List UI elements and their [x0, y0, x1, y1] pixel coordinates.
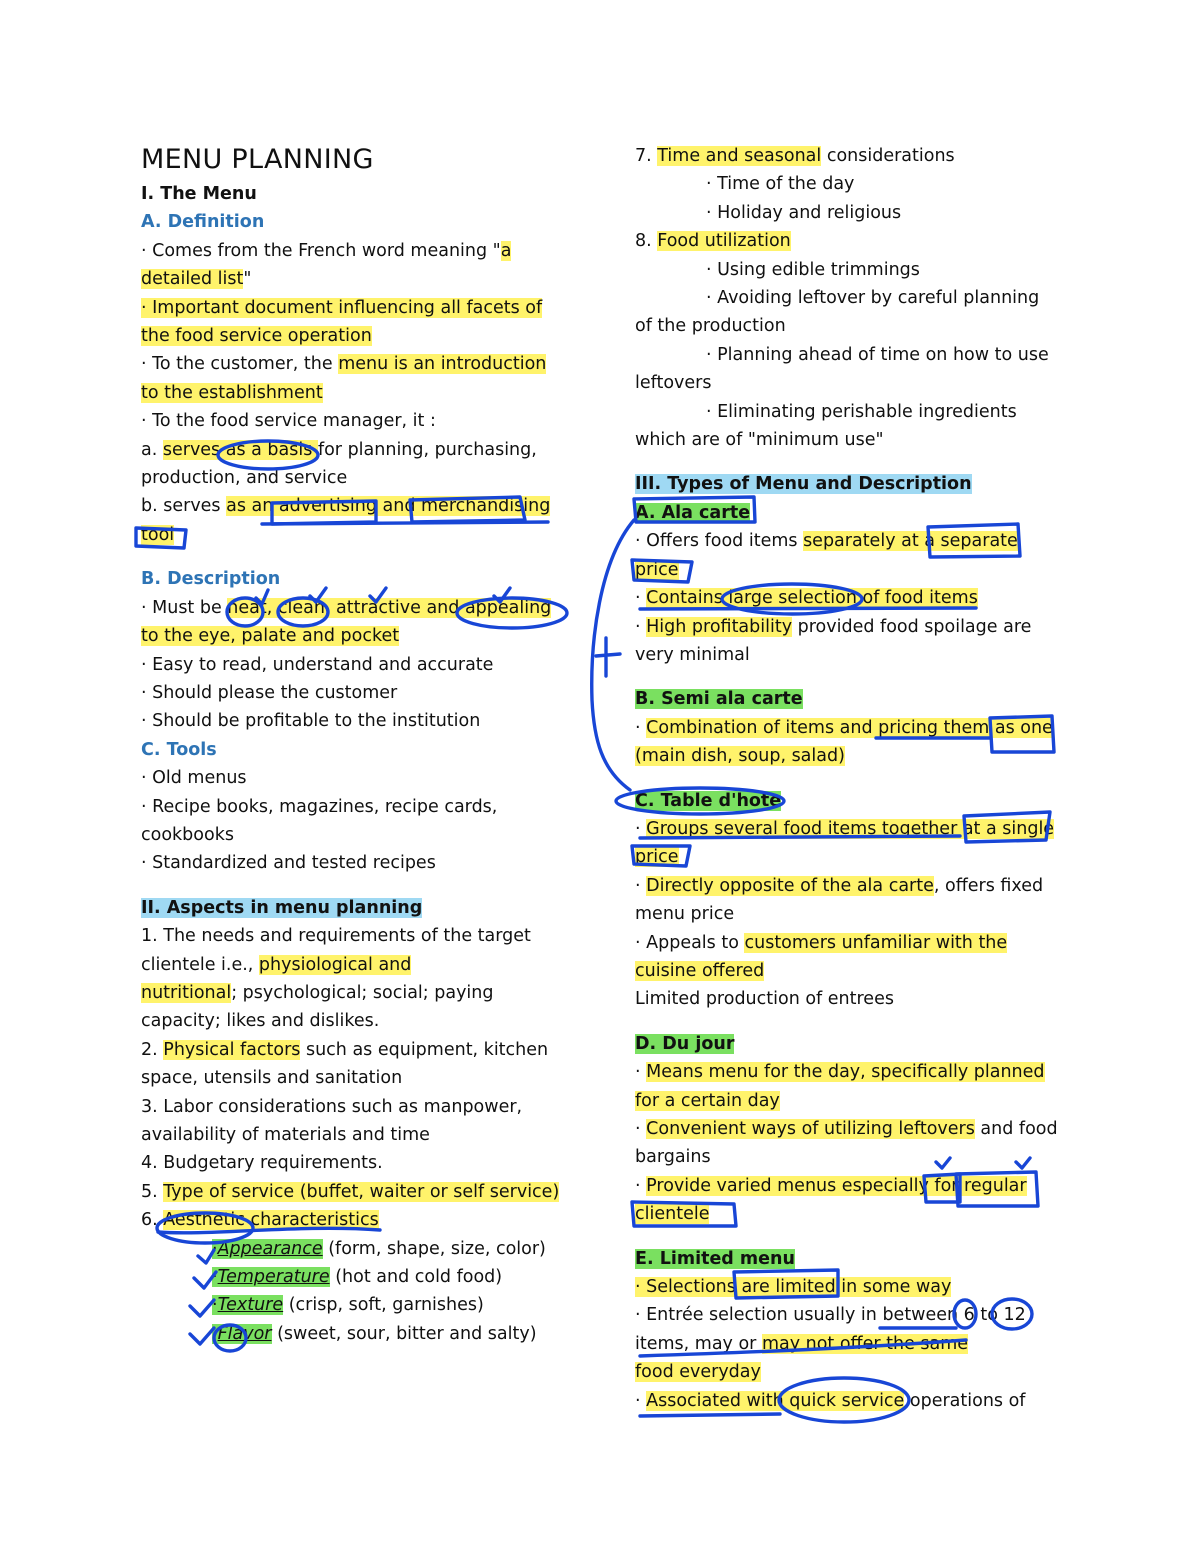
highlighted-text: · Important document influencing all facets of: [141, 297, 543, 318]
text: clientele i.e.,: [141, 954, 259, 975]
highlighted-heading: C. Table d'hote: [635, 790, 782, 811]
text-line: [141, 379, 581, 407]
text-line: cookbooks: [141, 824, 234, 845]
highlighted-text: · Selections are limited in some way: [635, 1277, 952, 1298]
text-line: [635, 142, 1065, 170]
text-line: [635, 872, 1065, 900]
text-line: · Old menus: [141, 768, 247, 789]
subheading-semi-ala-carte: [635, 685, 1065, 713]
text-line: availability of materials and time: [141, 1125, 430, 1145]
text-line: [635, 1058, 1065, 1086]
highlighted-text: as an advertising and merchandising: [226, 496, 551, 517]
highlighted-text: price: [635, 847, 679, 868]
text-line: space, utensils and sanitation: [141, 1068, 403, 1089]
subheading-definition: A. Definition: [141, 212, 265, 233]
text-line: · Easy to read, understand and accurate: [141, 654, 494, 675]
text: (hot and cold food): [329, 1267, 503, 1288]
text: ·: [635, 1175, 647, 1196]
highlighted-text: may not offer the same: [761, 1333, 969, 1354]
text: provided food spoilage are: [792, 616, 1032, 637]
subheading-limited-menu: [635, 1245, 1065, 1273]
text-line: [141, 237, 581, 265]
text-line: [635, 742, 1065, 770]
text: 5.: [141, 1181, 164, 1202]
highlighted-text: Groups several food items together at a single: [646, 818, 1055, 839]
text: ·: [635, 588, 647, 609]
text: 8.: [635, 231, 658, 252]
text-line: very minimal: [635, 644, 750, 665]
text: (sweet, sour, bitter and salty): [271, 1323, 537, 1344]
highlighted-heading: B. Semi ala carte: [635, 689, 803, 710]
subheading-tools: C. Tools: [141, 739, 217, 760]
highlighted-text: serves as a basis: [162, 439, 318, 460]
text-line: · Time of the day: [706, 174, 855, 195]
text-line: 3. Labor considerations such as manpower,: [141, 1096, 523, 1117]
text-line: of the production: [635, 316, 786, 337]
text-line: [635, 556, 1065, 584]
text: · Offers food items: [635, 531, 804, 552]
text-line: · Planning ahead of time on how to use: [706, 344, 1049, 365]
text-line: which are of "minimum use": [635, 430, 884, 451]
text-line: capacity; likes and dislikes.: [141, 1011, 380, 1032]
text-line: [635, 1200, 1065, 1228]
highlighted-text: Time and seasonal: [657, 146, 822, 166]
aesthetic-item: [141, 1291, 581, 1319]
text: · To the customer, the: [141, 354, 339, 375]
text-line: leftovers: [635, 373, 712, 394]
highlighted-text: price: [635, 559, 679, 580]
text-line: · To the food service manager, it :: [141, 411, 436, 432]
text-line: [635, 1087, 1065, 1115]
bullet: ·: [212, 1295, 218, 1316]
subheading-ala-carte: [635, 499, 1065, 527]
text-line: [141, 521, 581, 549]
text-line: Limited production of entrees: [635, 989, 894, 1010]
text: 6.: [141, 1210, 164, 1231]
text: · Comes from the French word meaning ": [141, 240, 501, 261]
text: operations of: [904, 1390, 1026, 1411]
highlighted-text: Directly opposite of the ala carte: [646, 875, 934, 896]
text: and food: [974, 1119, 1058, 1139]
text: (form, shape, size, color): [322, 1238, 546, 1259]
text: b. serves: [141, 496, 227, 517]
left-column: [141, 140, 581, 1348]
bullet: ·: [212, 1267, 218, 1288]
highlighted-heading: D. Du jour: [635, 1033, 735, 1054]
text-line: [635, 1115, 1065, 1143]
text-line: [141, 622, 581, 650]
highlighted-text: neat, clean, attractive and appealing: [227, 597, 552, 618]
text-line: · Holiday and religious: [706, 202, 902, 223]
text: a.: [141, 439, 163, 460]
highlighted-text: Type of service (buffet, waiter or self service): [163, 1181, 560, 1202]
text-line: · Eliminating perishable ingredients: [706, 401, 1017, 422]
page-title: MENU PLANNING: [141, 144, 374, 175]
highlighted-text: to the establishment: [141, 382, 323, 403]
highlighted-text: Contains large selection of food items: [646, 588, 978, 609]
text: ·: [635, 875, 647, 896]
text: such as equipment, kitchen: [300, 1039, 549, 1060]
highlighted-text: (main dish, soup, salad): [635, 746, 845, 767]
highlighted-heading: III. Types of Menu and Description: [635, 474, 972, 495]
highlighted-text: Combination of items and pricing them as one: [646, 717, 1053, 738]
text-line: [141, 322, 581, 350]
text-line: [635, 1330, 1065, 1358]
text-line: [141, 979, 581, 1007]
section-heading-aspects: [141, 894, 581, 922]
highlighted-text: customers unfamiliar with the: [744, 932, 1008, 953]
text-line: · Should be profitable to the institution: [141, 711, 481, 732]
text-line: menu price: [635, 904, 735, 925]
text-line: · Avoiding leftover by careful planning: [706, 288, 1040, 309]
right-column: [635, 142, 1065, 1415]
text: ; psychological; social; paying: [231, 982, 494, 1003]
highlighted-text: Provide varied menus especially for regular: [646, 1175, 1027, 1196]
text-line: production, and service: [141, 468, 348, 489]
text-line: [635, 1273, 1065, 1301]
text: considerations: [821, 146, 955, 166]
highlighted-text: clientele: [635, 1204, 710, 1225]
text-line: 1. The needs and requirements of the target: [141, 926, 531, 947]
text-line: [635, 584, 1065, 612]
highlighted-term: Flavor: [217, 1323, 272, 1344]
text: ·: [635, 1390, 647, 1411]
text: 7.: [635, 146, 658, 166]
text-line: [141, 594, 581, 622]
text: ·: [635, 616, 647, 637]
highlighted-text: menu is an introduction: [338, 354, 547, 375]
highlighted-text: the food service operation: [141, 326, 372, 347]
text: items, may or: [635, 1333, 762, 1354]
highlighted-text: separately at a separate: [803, 531, 1018, 552]
text-line: [635, 1172, 1065, 1200]
text-line: [635, 714, 1065, 742]
subheading-table-dhote: [635, 787, 1065, 815]
text-line: [635, 227, 1065, 255]
text: for planning, purchasing,: [317, 439, 537, 460]
highlighted-text: a: [500, 240, 512, 261]
plus-icon: [596, 638, 620, 676]
text-line: [635, 527, 1065, 555]
text-line: [141, 350, 581, 378]
text-line: [635, 843, 1065, 871]
highlighted-text: detailed list: [141, 269, 244, 290]
highlighted-term: Temperature: [217, 1267, 330, 1288]
text-line: · Using edible trimmings: [706, 259, 920, 280]
highlighted-text: High profitability: [646, 616, 793, 637]
highlighted-text: to the eye, palate and pocket: [141, 626, 400, 647]
text-line: [141, 1036, 581, 1064]
text-line: [635, 957, 1065, 985]
highlighted-heading: E. Limited menu: [635, 1248, 795, 1269]
highlighted-text: cuisine offered: [635, 960, 765, 981]
aesthetic-item: [141, 1235, 581, 1263]
text-line: [635, 1387, 1065, 1415]
highlighted-text: physiological and: [258, 954, 412, 975]
highlighted-text: Convenient ways of utilizing leftovers: [646, 1119, 975, 1139]
highlighted-term: Texture: [217, 1295, 284, 1316]
highlighted-text: Associated with quick service: [646, 1390, 905, 1411]
subheading-du-jour: [635, 1030, 1065, 1058]
text-line: [141, 951, 581, 979]
aesthetic-item: [141, 1320, 581, 1348]
highlighted-heading: II. Aspects in menu planning: [141, 897, 423, 918]
text-line: [635, 815, 1065, 843]
highlighted-text: nutritional: [141, 982, 232, 1003]
text: 2.: [141, 1039, 164, 1060]
highlighted-text: for a certain day: [635, 1090, 780, 1111]
text-line: · Recipe books, magazines, recipe cards,: [141, 796, 498, 817]
text-line: [635, 613, 1065, 641]
text-line: [635, 1358, 1065, 1386]
subheading-description: B. Description: [141, 569, 281, 590]
text: · Must be: [141, 597, 228, 618]
highlighted-term: Appearance: [217, 1238, 323, 1259]
highlighted-text: Food utilization: [657, 231, 791, 252]
text: · Appeals to: [635, 932, 745, 953]
text-line: · Entrée selection usually in between 6 to 12: [635, 1305, 1026, 1326]
text-line: [141, 492, 581, 520]
highlighted-text: Physical factors: [163, 1039, 301, 1060]
text-line: · Standardized and tested recipes: [141, 853, 436, 874]
text-line: [635, 929, 1065, 957]
highlighted-text: food everyday: [635, 1362, 761, 1383]
highlighted-heading: A. Ala carte: [635, 502, 751, 523]
text-line: [141, 265, 581, 293]
pen-bracket: [592, 520, 634, 790]
bullet: ·: [212, 1238, 218, 1259]
text: , offers fixed: [933, 875, 1044, 896]
text: ·: [635, 717, 647, 738]
highlighted-text: Means menu for the day, specifically planned: [646, 1062, 1045, 1083]
text: ": [243, 269, 252, 290]
text: ·: [635, 1119, 647, 1139]
bullet: ·: [212, 1323, 218, 1344]
text-line: [141, 1178, 581, 1206]
text: ·: [635, 1062, 647, 1083]
aesthetic-item: [141, 1263, 581, 1291]
text-line: bargains: [635, 1147, 711, 1168]
section-heading-types: [635, 470, 1065, 498]
text-line: [141, 294, 581, 322]
text-line: 4. Budgetary requirements.: [141, 1153, 383, 1174]
highlighted-text: Aesthetic characteristics: [163, 1210, 379, 1231]
text-line: [141, 1206, 581, 1234]
text-line: [141, 436, 581, 464]
section-heading-menu: I. The Menu: [141, 184, 257, 204]
text-line: · Should please the customer: [141, 682, 398, 703]
text: ·: [635, 818, 647, 839]
text: (crisp, soft, garnishes): [283, 1295, 484, 1316]
highlighted-text: tool: [141, 524, 175, 545]
